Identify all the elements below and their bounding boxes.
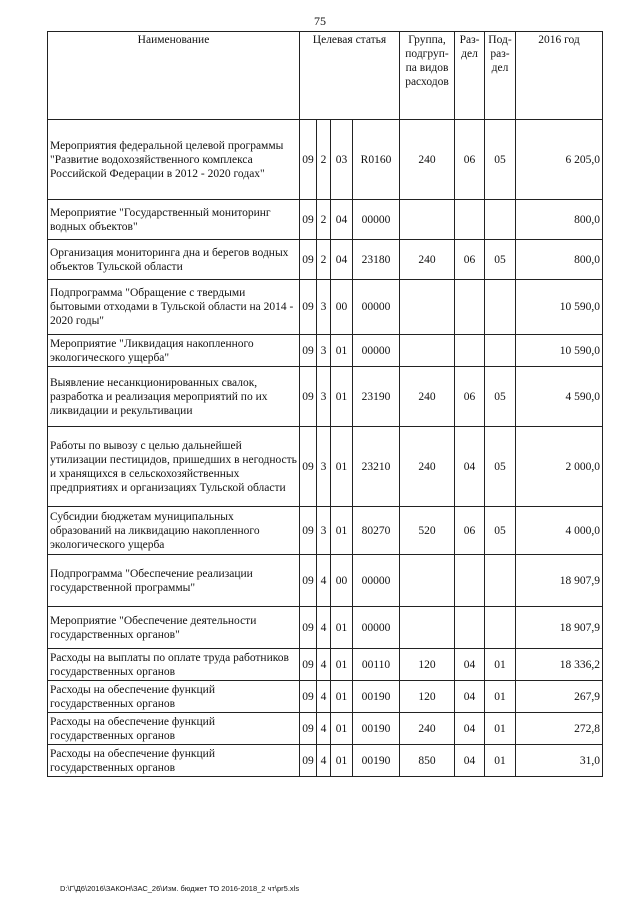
cell-c4: 00000 — [353, 200, 400, 240]
footer-file-path: D:\Г\Д6\2016\ЗАКОН\ЗАС_26\Изм. бюджет ТО 2016-2018_2 чт\pr5.xls — [60, 884, 300, 893]
cell-c3: 01 — [331, 427, 353, 507]
cell-group — [400, 280, 455, 335]
cell-section: 04 — [455, 713, 485, 745]
cell-subsection: 05 — [485, 507, 516, 555]
cell-c1: 09 — [300, 745, 317, 777]
cell-group — [400, 335, 455, 367]
cell-c4: 00190 — [353, 745, 400, 777]
cell-c1: 09 — [300, 367, 317, 427]
cell-c3: 01 — [331, 367, 353, 427]
cell-c3: 01 — [331, 649, 353, 681]
cell-c1: 09 — [300, 335, 317, 367]
cell-amount: 2 000,0 — [516, 427, 603, 507]
cell-amount: 31,0 — [516, 745, 603, 777]
cell-group — [400, 200, 455, 240]
cell-amount: 18 907,9 — [516, 607, 603, 649]
cell-c3: 01 — [331, 681, 353, 713]
cell-group: 120 — [400, 681, 455, 713]
table-row — [48, 240, 603, 280]
cell-section: 04 — [455, 649, 485, 681]
cell-c4: 00190 — [353, 681, 400, 713]
cell-amount: 6 205,0 — [516, 120, 603, 200]
table-row — [48, 120, 603, 200]
cell-group: 240 — [400, 713, 455, 745]
cell-c4: 23190 — [353, 367, 400, 427]
cell-name: Выявление несанкционированных свалок, разработка и реализация мероприятий по их ликвидации и рекультивации — [48, 367, 300, 427]
cell-section — [455, 555, 485, 607]
cell-c1: 09 — [300, 713, 317, 745]
header-year: 2016 год — [516, 32, 603, 120]
cell-section: 06 — [455, 367, 485, 427]
header-name: Наименование — [48, 32, 300, 120]
table-row — [48, 367, 603, 427]
cell-name: Мероприятие "Государственный мониторинг водных объектов" — [48, 200, 300, 240]
cell-c4: 00110 — [353, 649, 400, 681]
cell-c3: 01 — [331, 507, 353, 555]
cell-c2: 4 — [317, 713, 331, 745]
header-subsection: Под-раз-дел — [485, 32, 516, 120]
cell-subsection — [485, 607, 516, 649]
cell-c4: 80270 — [353, 507, 400, 555]
cell-amount: 18 907,9 — [516, 555, 603, 607]
table-row — [48, 555, 603, 607]
table-row — [48, 280, 603, 335]
table-row — [48, 713, 603, 745]
cell-group — [400, 607, 455, 649]
table-row — [48, 335, 603, 367]
cell-c4: 23180 — [353, 240, 400, 280]
cell-c1: 09 — [300, 120, 317, 200]
cell-section: 06 — [455, 240, 485, 280]
table-row — [48, 681, 603, 713]
cell-subsection — [485, 280, 516, 335]
cell-c2: 4 — [317, 607, 331, 649]
cell-c3: 00 — [331, 555, 353, 607]
cell-name: Организация мониторинга дна и берегов водных объектов Тульской области — [48, 240, 300, 280]
cell-name: Расходы на обеспечение функций государственных органов — [48, 745, 300, 777]
cell-c2: 3 — [317, 335, 331, 367]
cell-c1: 09 — [300, 240, 317, 280]
cell-subsection — [485, 555, 516, 607]
table-row — [48, 507, 603, 555]
header-section: Раз-дел — [455, 32, 485, 120]
cell-c2: 3 — [317, 280, 331, 335]
cell-c4: 00000 — [353, 335, 400, 367]
cell-subsection: 01 — [485, 713, 516, 745]
cell-name: Расходы на выплаты по оплате труда работников государственных органов — [48, 649, 300, 681]
cell-c3: 01 — [331, 713, 353, 745]
cell-name: Мероприятие "Ликвидация накопленного экологического ущерба" — [48, 335, 300, 367]
cell-c2: 3 — [317, 507, 331, 555]
cell-subsection: 01 — [485, 649, 516, 681]
cell-name: Работы по вывозу с целью дальнейшей утилизации пестицидов, пришедших в негодность и хранящихся в сельскохозяйственных предприятиях и организациях Тульской области — [48, 427, 300, 507]
cell-group: 240 — [400, 120, 455, 200]
cell-c4: 00190 — [353, 713, 400, 745]
cell-section: 04 — [455, 745, 485, 777]
cell-group: 240 — [400, 240, 455, 280]
cell-name: Мероприятия федеральной целевой программы "Развитие водохозяйственного комплекса Российской Федерации в 2012 - 2020 годах" — [48, 120, 300, 200]
cell-c1: 09 — [300, 507, 317, 555]
cell-subsection: 01 — [485, 745, 516, 777]
cell-c1: 09 — [300, 681, 317, 713]
cell-subsection — [485, 200, 516, 240]
cell-name: Мероприятие "Обеспечение деятельности государственных органов" — [48, 607, 300, 649]
cell-c2: 3 — [317, 367, 331, 427]
cell-c2: 3 — [317, 427, 331, 507]
cell-group: 520 — [400, 507, 455, 555]
cell-group: 850 — [400, 745, 455, 777]
cell-group: 240 — [400, 427, 455, 507]
cell-amount: 10 590,0 — [516, 280, 603, 335]
cell-c3: 00 — [331, 280, 353, 335]
cell-section: 06 — [455, 507, 485, 555]
cell-c2: 2 — [317, 240, 331, 280]
header-group: Группа, подгруп-па видов расходов — [400, 32, 455, 120]
cell-c1: 09 — [300, 200, 317, 240]
cell-c3: 01 — [331, 335, 353, 367]
cell-c4: 00000 — [353, 280, 400, 335]
cell-c3: 01 — [331, 607, 353, 649]
cell-c4: R0160 — [353, 120, 400, 200]
cell-c4: 23210 — [353, 427, 400, 507]
cell-group — [400, 555, 455, 607]
cell-section — [455, 280, 485, 335]
table-row — [48, 200, 603, 240]
cell-amount: 4 590,0 — [516, 367, 603, 427]
cell-c1: 09 — [300, 280, 317, 335]
cell-section: 04 — [455, 427, 485, 507]
cell-group: 240 — [400, 367, 455, 427]
cell-c4: 00000 — [353, 607, 400, 649]
table-row — [48, 427, 603, 507]
table-header-row — [48, 32, 603, 120]
cell-amount: 18 336,2 — [516, 649, 603, 681]
cell-name: Расходы на обеспечение функций государственных органов — [48, 713, 300, 745]
cell-c3: 03 — [331, 120, 353, 200]
cell-subsection: 05 — [485, 240, 516, 280]
cell-amount: 10 590,0 — [516, 335, 603, 367]
cell-subsection: 05 — [485, 120, 516, 200]
cell-c3: 01 — [331, 745, 353, 777]
cell-c1: 09 — [300, 607, 317, 649]
cell-c2: 4 — [317, 649, 331, 681]
cell-c3: 04 — [331, 200, 353, 240]
cell-name: Субсидии бюджетам муниципальных образований на ликвидацию накопленного экологического ущерба — [48, 507, 300, 555]
table-row — [48, 649, 603, 681]
page-number: 75 — [314, 14, 326, 28]
cell-c1: 09 — [300, 427, 317, 507]
cell-amount: 4 000,0 — [516, 507, 603, 555]
cell-amount: 272,8 — [516, 713, 603, 745]
cell-amount: 800,0 — [516, 200, 603, 240]
cell-name: Расходы на обеспечение функций государственных органов — [48, 681, 300, 713]
cell-c3: 04 — [331, 240, 353, 280]
cell-name: Подпрограмма "Обеспечение реализации государственной программы" — [48, 555, 300, 607]
cell-c1: 09 — [300, 555, 317, 607]
cell-section — [455, 607, 485, 649]
cell-name: Подпрограмма "Обращение с твердыми бытовыми отходами в Тульской области на 2014 - 2020 годы" — [48, 280, 300, 335]
cell-c4: 00000 — [353, 555, 400, 607]
cell-c2: 2 — [317, 200, 331, 240]
cell-section: 06 — [455, 120, 485, 200]
cell-section: 04 — [455, 681, 485, 713]
budget-table — [47, 31, 603, 777]
header-target: Целевая статья — [300, 32, 400, 120]
cell-section — [455, 335, 485, 367]
cell-c1: 09 — [300, 649, 317, 681]
cell-c2: 4 — [317, 555, 331, 607]
table-row — [48, 745, 603, 777]
cell-c2: 4 — [317, 681, 331, 713]
cell-amount: 267,9 — [516, 681, 603, 713]
cell-subsection — [485, 335, 516, 367]
table-row — [48, 607, 603, 649]
cell-section — [455, 200, 485, 240]
cell-subsection: 05 — [485, 367, 516, 427]
cell-amount: 800,0 — [516, 240, 603, 280]
cell-subsection: 05 — [485, 427, 516, 507]
cell-group: 120 — [400, 649, 455, 681]
cell-c2: 2 — [317, 120, 331, 200]
cell-c2: 4 — [317, 745, 331, 777]
cell-subsection: 01 — [485, 681, 516, 713]
